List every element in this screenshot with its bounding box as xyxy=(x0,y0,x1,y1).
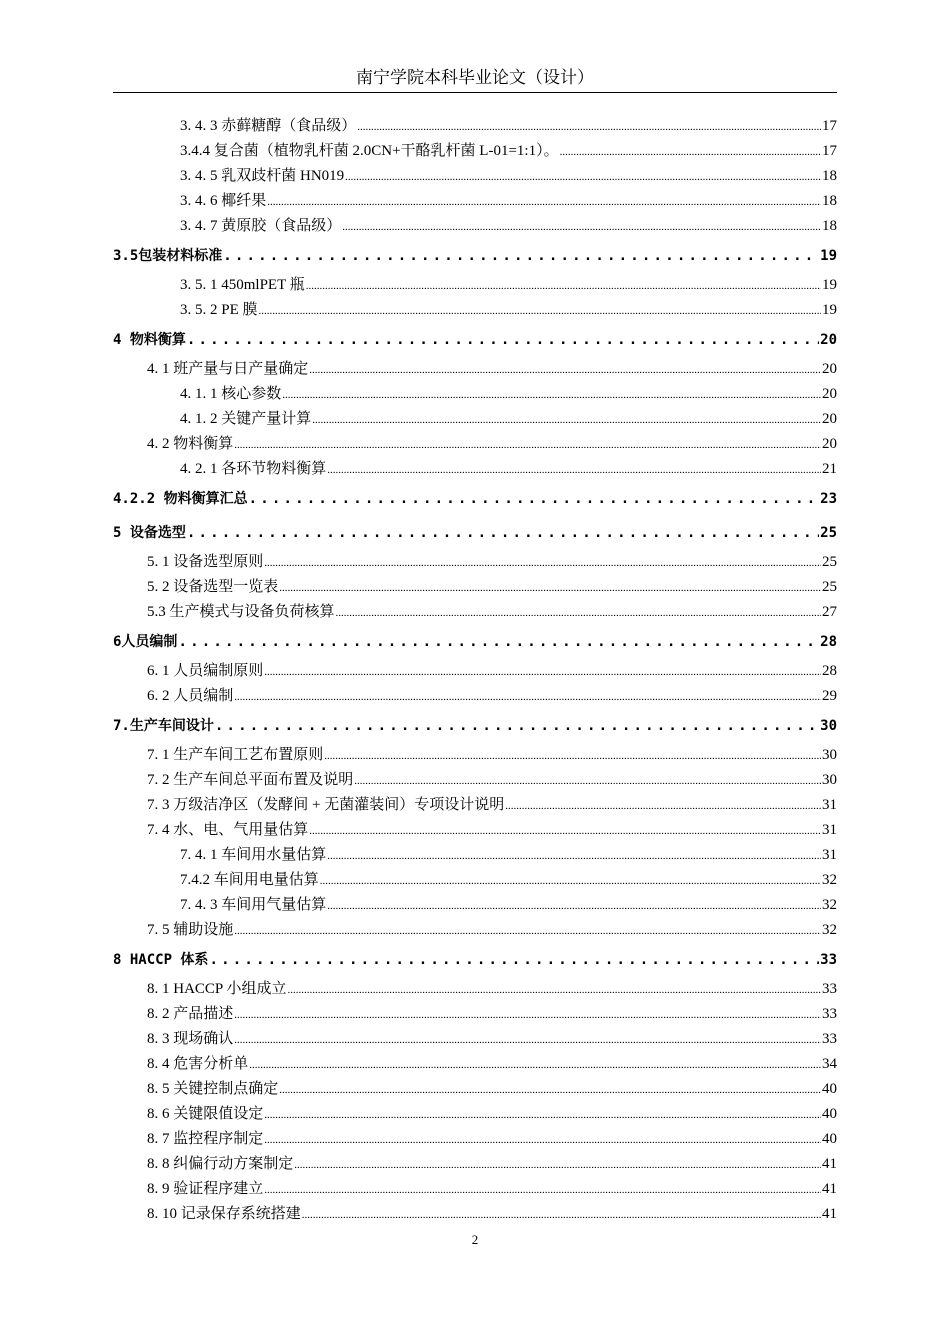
toc-entry[interactable] xyxy=(113,977,837,1002)
dot-leader xyxy=(264,1178,821,1203)
dot-leader xyxy=(560,140,821,165)
toc-entry-page: 17 xyxy=(822,118,837,134)
dot-leader xyxy=(187,516,819,550)
table-of-contents xyxy=(113,114,837,1227)
toc-entry-page: 41 xyxy=(822,1181,837,1197)
dot-leader xyxy=(354,769,821,794)
toc-entry[interactable] xyxy=(113,407,837,432)
toc-entry[interactable] xyxy=(113,918,837,943)
toc-entry-label: 4 物料衡算 xyxy=(113,332,186,348)
dot-leader xyxy=(287,978,821,1003)
toc-entry-page: 20 xyxy=(822,361,837,377)
toc-entry-label: 7. 4 水、电、气用量估算 xyxy=(147,822,309,838)
toc-entry-label: 8. 5 关键控制点确定 xyxy=(147,1081,279,1097)
toc-entry-label: 4. 1. 2 关键产量计算 xyxy=(180,411,312,427)
dot-leader xyxy=(320,869,821,894)
toc-entry-label: 8. 4 危害分析单 xyxy=(147,1056,249,1072)
toc-entry-page: 30 xyxy=(822,772,837,788)
dot-leader xyxy=(309,819,821,844)
toc-entry-page: 33 xyxy=(820,952,837,968)
toc-entry[interactable] xyxy=(113,709,837,743)
toc-entry[interactable] xyxy=(113,1202,837,1227)
toc-entry-page: 30 xyxy=(820,718,837,734)
dot-leader xyxy=(294,1153,821,1178)
dot-leader xyxy=(306,274,821,299)
dot-leader xyxy=(264,1103,821,1128)
toc-entry-label: 4. 1. 1 核心参数 xyxy=(180,386,282,402)
toc-entry-page: 19 xyxy=(822,277,837,293)
toc-entry[interactable] xyxy=(113,298,837,323)
toc-entry[interactable] xyxy=(113,516,837,550)
dot-leader xyxy=(249,482,820,516)
dot-leader xyxy=(259,299,821,324)
toc-entry[interactable] xyxy=(113,382,837,407)
toc-entry-label: 4.2.2 物料衡算汇总 xyxy=(113,491,248,507)
toc-entry-label: 7. 1 生产车间工艺布置原则 xyxy=(147,747,324,763)
toc-entry[interactable] xyxy=(113,893,837,918)
toc-entry[interactable] xyxy=(113,550,837,575)
dot-leader xyxy=(505,794,821,819)
toc-entry-label: 8. 2 产品描述 xyxy=(147,1006,234,1022)
toc-entry[interactable] xyxy=(113,943,837,977)
header-title: 南宁学院本科毕业论文（设计） xyxy=(356,68,594,87)
toc-entry-label: 5 设备选型 xyxy=(113,525,186,541)
dot-leader xyxy=(234,685,821,710)
dot-leader xyxy=(345,165,821,190)
toc-entry-page: 18 xyxy=(822,168,837,184)
toc-entry-label: 3.5包装材料标准 xyxy=(113,248,223,264)
toc-entry-label: 8. 9 验证程序建立 xyxy=(147,1181,264,1197)
toc-entry[interactable] xyxy=(113,793,837,818)
toc-entry[interactable] xyxy=(113,659,837,684)
toc-entry-label: 3. 4. 5 乳双歧杆菌 HN019 xyxy=(180,168,345,184)
dot-leader xyxy=(215,709,819,743)
toc-entry-page: 17 xyxy=(822,143,837,159)
dot-leader xyxy=(327,458,821,483)
toc-entry-label: 4. 1 班产量与日产量确定 xyxy=(147,361,309,377)
toc-entry-page: 25 xyxy=(820,525,837,541)
toc-entry-page: 31 xyxy=(822,847,837,863)
toc-entry[interactable] xyxy=(113,1102,837,1127)
toc-entry-label: 7. 4. 1 车间用水量估算 xyxy=(180,847,327,863)
toc-entry-label: 7.生产车间设计 xyxy=(113,718,214,734)
toc-entry-page: 19 xyxy=(822,302,837,318)
toc-entry-page: 23 xyxy=(820,491,837,507)
toc-entry[interactable] xyxy=(113,768,837,793)
toc-entry[interactable] xyxy=(113,273,837,298)
toc-entry[interactable] xyxy=(113,818,837,843)
toc-entry-page: 41 xyxy=(822,1206,837,1222)
dot-leader xyxy=(302,1203,821,1228)
dot-leader xyxy=(324,744,821,769)
dot-leader xyxy=(357,115,821,140)
page-header xyxy=(113,66,837,93)
dot-leader xyxy=(234,919,821,944)
dot-leader xyxy=(223,239,819,273)
toc-entry-page: 40 xyxy=(822,1131,837,1147)
toc-entry[interactable] xyxy=(113,575,837,600)
dot-leader xyxy=(327,844,821,869)
toc-entry[interactable] xyxy=(113,457,837,482)
toc-entry-label: 7.4.2 车间用电量估算 xyxy=(180,872,319,888)
toc-entry-page: 25 xyxy=(822,579,837,595)
toc-entry-label: 4. 2. 1 各环节物料衡算 xyxy=(180,461,327,477)
toc-entry[interactable] xyxy=(113,1002,837,1027)
toc-entry-label: 8. 1 HACCP 小组成立 xyxy=(147,981,287,997)
toc-entry[interactable] xyxy=(113,868,837,893)
dot-leader xyxy=(279,1078,821,1103)
toc-entry[interactable] xyxy=(113,357,837,382)
toc-entry-label: 5.3 生产模式与设备负荷核算 xyxy=(147,604,335,620)
toc-entry[interactable] xyxy=(113,432,837,457)
toc-entry-label: 8. 8 纠偏行动方案制定 xyxy=(147,1156,294,1172)
toc-entry[interactable] xyxy=(113,1077,837,1102)
toc-entry-page: 25 xyxy=(822,554,837,570)
toc-entry-label: 8. 10 记录保存系统搭建 xyxy=(147,1206,301,1222)
toc-entry-page: 18 xyxy=(822,193,837,209)
dot-leader xyxy=(312,408,821,433)
toc-entry-page: 20 xyxy=(822,436,837,452)
toc-entry[interactable] xyxy=(113,114,837,139)
toc-entry[interactable] xyxy=(113,323,837,357)
toc-entry-label: 3. 4. 6 椰纤果 xyxy=(180,193,267,209)
toc-entry[interactable] xyxy=(113,625,837,659)
toc-entry-label: 7. 3 万级洁净区（发酵间 + 无菌灌装间）专项设计说明 xyxy=(147,797,505,813)
dot-leader xyxy=(209,943,819,977)
toc-entry-page: 41 xyxy=(822,1156,837,1172)
toc-entry-label: 8. 6 关键限值设定 xyxy=(147,1106,264,1122)
toc-entry-page: 40 xyxy=(822,1106,837,1122)
toc-entry-label: 6. 2 人员编制 xyxy=(147,688,234,704)
toc-entry[interactable] xyxy=(113,600,837,625)
dot-leader xyxy=(234,433,821,458)
toc-entry-label: 7. 5 辅助设施 xyxy=(147,922,234,938)
toc-entry-label: 3. 4. 7 黄原胶（食品级） xyxy=(180,218,342,234)
dot-leader xyxy=(178,625,819,659)
toc-entry[interactable] xyxy=(113,139,837,164)
toc-entry-label: 3.4.4 复合菌（植物乳杆菌 2.0CN+干酪乳杆菌 L-01=1:1）。 xyxy=(180,143,559,159)
toc-entry-label: 5. 1 设备选型原则 xyxy=(147,554,264,570)
toc-entry-page: 19 xyxy=(820,248,837,264)
dot-leader xyxy=(267,190,821,215)
toc-entry-label: 3. 5. 2 PE 膜 xyxy=(180,302,258,318)
dot-leader xyxy=(309,358,821,383)
dot-leader xyxy=(187,323,819,357)
toc-entry-page: 32 xyxy=(822,922,837,938)
toc-entry-page: 20 xyxy=(822,411,837,427)
toc-entry-page: 33 xyxy=(822,981,837,997)
dot-leader xyxy=(327,894,821,919)
toc-entry[interactable] xyxy=(113,1127,837,1152)
toc-entry-page: 20 xyxy=(820,332,837,348)
toc-entry-label: 6. 1 人员编制原则 xyxy=(147,663,264,679)
toc-entry-label: 8. 3 现场确认 xyxy=(147,1031,234,1047)
toc-entry[interactable] xyxy=(113,1052,837,1077)
toc-entry[interactable] xyxy=(113,1027,837,1052)
toc-entry-page: 28 xyxy=(820,634,837,650)
toc-entry-page: 31 xyxy=(822,797,837,813)
toc-entry-label: 7. 2 生产车间总平面布置及说明 xyxy=(147,772,354,788)
toc-entry[interactable] xyxy=(113,189,837,214)
toc-entry-label: 7. 4. 3 车间用气量估算 xyxy=(180,897,327,913)
toc-entry[interactable] xyxy=(113,1177,837,1202)
toc-entry[interactable] xyxy=(113,482,837,516)
toc-entry-page: 27 xyxy=(822,604,837,620)
toc-entry-label: 3. 5. 1 450mlPET 瓶 xyxy=(180,277,305,293)
toc-entry-page: 34 xyxy=(822,1056,837,1072)
toc-entry-page: 32 xyxy=(822,897,837,913)
toc-entry[interactable] xyxy=(113,684,837,709)
toc-entry-page: 29 xyxy=(822,688,837,704)
dot-leader xyxy=(342,215,821,240)
toc-entry-page: 32 xyxy=(822,872,837,888)
toc-entry-page: 30 xyxy=(822,747,837,763)
toc-entry[interactable] xyxy=(113,164,837,189)
toc-entry-page: 21 xyxy=(822,461,837,477)
dot-leader xyxy=(336,601,821,626)
toc-entry-label: 3. 4. 3 赤藓糖醇（食品级） xyxy=(180,118,357,134)
toc-entry-label: 6人员编制 xyxy=(113,634,178,650)
dot-leader xyxy=(234,1003,821,1028)
toc-entry-page: 28 xyxy=(822,663,837,679)
toc-entry[interactable] xyxy=(113,743,837,768)
toc-entry[interactable] xyxy=(113,214,837,239)
toc-entry[interactable] xyxy=(113,1152,837,1177)
toc-entry[interactable] xyxy=(113,843,837,868)
dot-leader xyxy=(234,1028,821,1053)
dot-leader xyxy=(282,383,821,408)
toc-entry-label: 4. 2 物料衡算 xyxy=(147,436,234,452)
toc-entry-label: 8 HACCP 体系 xyxy=(113,952,209,968)
toc-entry-page: 33 xyxy=(822,1006,837,1022)
toc-entry-page: 18 xyxy=(822,218,837,234)
dot-leader xyxy=(264,1128,821,1153)
toc-entry-label: 5. 2 设备选型一览表 xyxy=(147,579,279,595)
dot-leader xyxy=(279,576,821,601)
toc-entry[interactable] xyxy=(113,239,837,273)
toc-entry-page: 33 xyxy=(822,1031,837,1047)
toc-entry-page: 20 xyxy=(822,386,837,402)
dot-leader xyxy=(264,551,821,576)
page-number: 2 xyxy=(471,1232,479,1247)
toc-entry-page: 40 xyxy=(822,1081,837,1097)
toc-entry-label: 8. 7 监控程序制定 xyxy=(147,1131,264,1147)
toc-entry-page: 31 xyxy=(822,822,837,838)
dot-leader xyxy=(249,1053,821,1078)
dot-leader xyxy=(264,660,821,685)
